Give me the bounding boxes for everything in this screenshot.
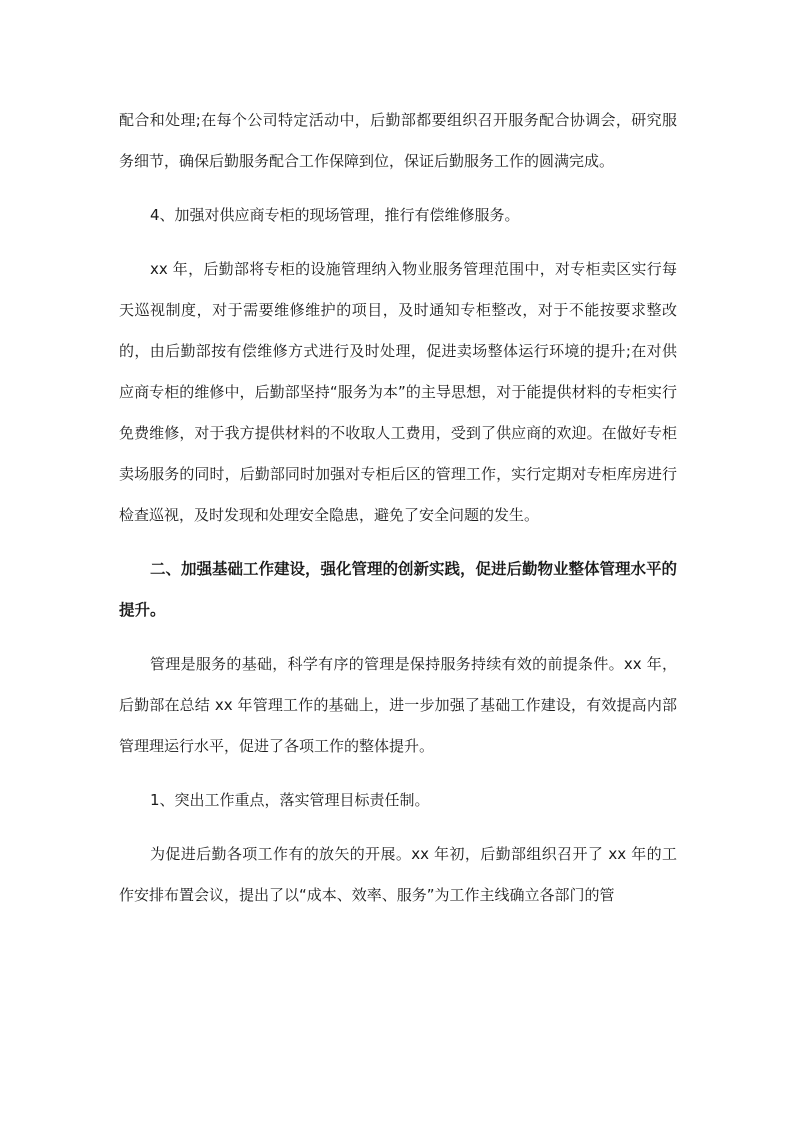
paragraph-gap bbox=[119, 821, 677, 834]
paragraph-management-foundation: 管理是服务的基础，科学有序的管理是保持服务持续有效的前提条件。xx 年，后勤部在总结 xx 年管理工作的基础上，进一步加强了基础工作建设，有效提高内部管理理运行水平，促进了各项工作的整体提升。 bbox=[119, 655, 677, 755]
subheading-target-responsibility: 1、突出工作重点，落实管理目标责任制。 bbox=[150, 791, 430, 809]
paragraph-gap bbox=[119, 631, 677, 644]
paragraph-gap bbox=[119, 236, 677, 249]
paragraph-service-coordination: 配合和处理;在每个公司特定活动中，后勤部都要组织召开服务配合协调会，研究服务细节，确保后勤服务配合工作保障到位，保证后勤服务工作的圆满完成。 bbox=[119, 111, 677, 170]
paragraph-gap bbox=[119, 182, 677, 195]
paragraph-gap bbox=[119, 767, 677, 780]
section-heading-basic-work: 二、加强基础工作建设，强化管理的创新实践，促进后勤物业整体管理水平的提升。 bbox=[119, 560, 678, 619]
subheading-supplier-counter-management: 4、加强对供应商专柜的现场管理，推行有偿维修服务。 bbox=[150, 206, 520, 224]
document-page bbox=[119, 100, 677, 916]
paragraph-counter-maintenance: xx 年，后勤部将专柜的设施管理纳入物业服务管理范围中，对专柜卖区实行每天巡视制度，对于需要维修维护的项目，及时通知专柜整改，对于不能按要求整改的，由后勤部按有偿维修方式进行及时处理，促进卖场整体运行环境的提升;在对供应商专柜的维修中，后勤部坚持“服务为本”的主导思想，对于能提供材料的专柜实行免费维修，对于我方提供材料的不收取人工费用，受到了供应商的欢迎。在做好专柜卖场服务的同时，后勤部同时加强对专柜后区的管理工作，实行定期对专柜库房进行检查巡视，及时发现和处理安全隐患，避免了安全问题的发生。 bbox=[119, 260, 677, 524]
paragraph-work-arrangement: 为促进后勤各项工作有的放矢的开展。xx 年初，后勤部组织召开了 xx 年的工作安排布置会议，提出了以“成本、效率、服务”为工作主线确立各部门的管 bbox=[119, 845, 677, 904]
paragraph-gap bbox=[119, 536, 677, 549]
